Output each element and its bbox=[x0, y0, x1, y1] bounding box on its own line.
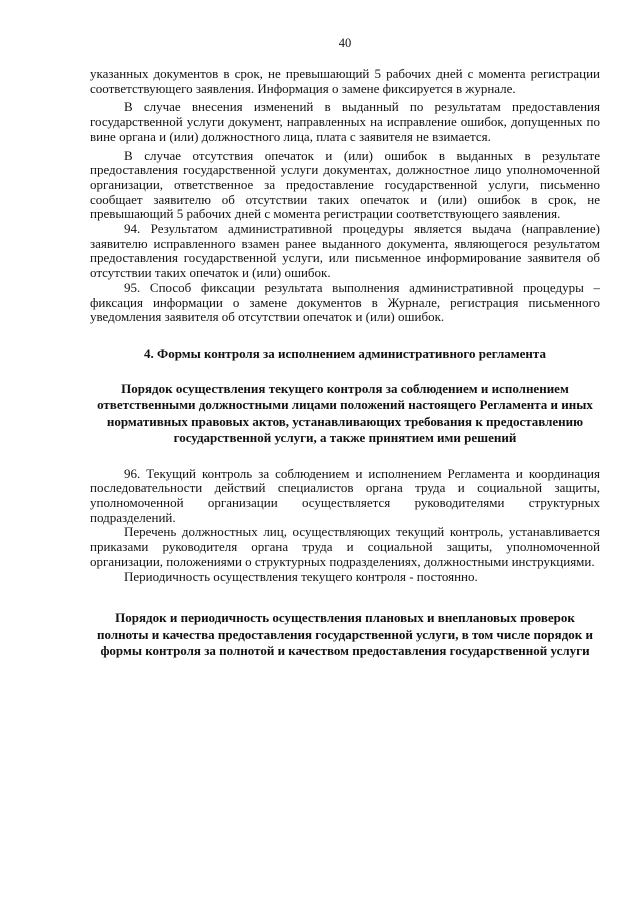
subheading-current-control: Порядок осуществления текущего контроля за соблюдением и исполнением ответственными должностными лицами положений настоящего Регламента и иных нормативных правовых актов, устанавливающих требования к предоставлению государственной услуги, а также принятием ими решений bbox=[97, 380, 593, 446]
document-page bbox=[90, 0, 600, 905]
paragraph-no-errors: В случае отсутствия опечаток и (или) ошибок в выданных в результате предоставления государственной услуги документах, должностное лицо уполномоченной организации, ответственное за предоставление государственной услуги, письменно сообщает заявителю об отсутствии таких опечаток и (или) ошибок в срок, не превышающий 5 рабочих дней с момента регистрации соответствующего заявления. bbox=[90, 147, 600, 222]
paragraph-fee-not-charged: В случае внесения изменений в выданный по результатам предоставления государственной услуги документ, направленных на исправление ошибок, допущенных по вине органа и (или) должностного лица, плата с заявителя не взимается. bbox=[90, 99, 600, 144]
paragraph-94: 94. Результатом административной процедуры является выдача (направление) заявителю исправленного взамен ранее выданного документа, являющегося результатом предоставления государственной услуги, или письменное информирование заявителя об отсутствии таких опечаток и (или) ошибок. bbox=[90, 221, 600, 281]
paragraph-continuation: указанных документов в срок, не превышающий 5 рабочих дней с момента регистрации соответствующего заявления. Информация о замене фиксируется в журнале. bbox=[90, 66, 600, 96]
section-heading: 4. Формы контроля за исполнением административного регламента bbox=[144, 345, 546, 361]
paragraph-officials-list: Перечень должностных лиц, осуществляющих текущий контроль, устанавливается приказами руководителя органа труда и социальной защиты, уполномоченной организации, положениями о структурных подразделениях, должностными инструкциями. bbox=[90, 524, 600, 569]
paragraph-95: 95. Способ фиксации результата выполнения административной процедуры – фиксация информации о замене документов в Журнале, регистрация письменного уведомления заявителя об отсутствии опечаток и (или) ошибок. bbox=[90, 279, 600, 325]
paragraph-periodicity: Периодичность осуществления текущего контроля - постоянно. bbox=[124, 568, 478, 584]
paragraph-96: 96. Текущий контроль за соблюдением и исполнением Регламента и координация последовательности действий специалистов органа труда и социальной защиты, уполномоченной организации осуществляется руководителями структурных подразделений. bbox=[90, 465, 600, 525]
page-number: 40 bbox=[338, 36, 352, 50]
subheading-inspections: Порядок и периодичность осуществления плановых и внеплановых проверок полноты и качества предоставления государственной услуги, в том числе порядок и формы контроля за полнотой и качеством предоставления государственной услуги bbox=[97, 610, 593, 659]
document-body bbox=[90, 67, 600, 659]
